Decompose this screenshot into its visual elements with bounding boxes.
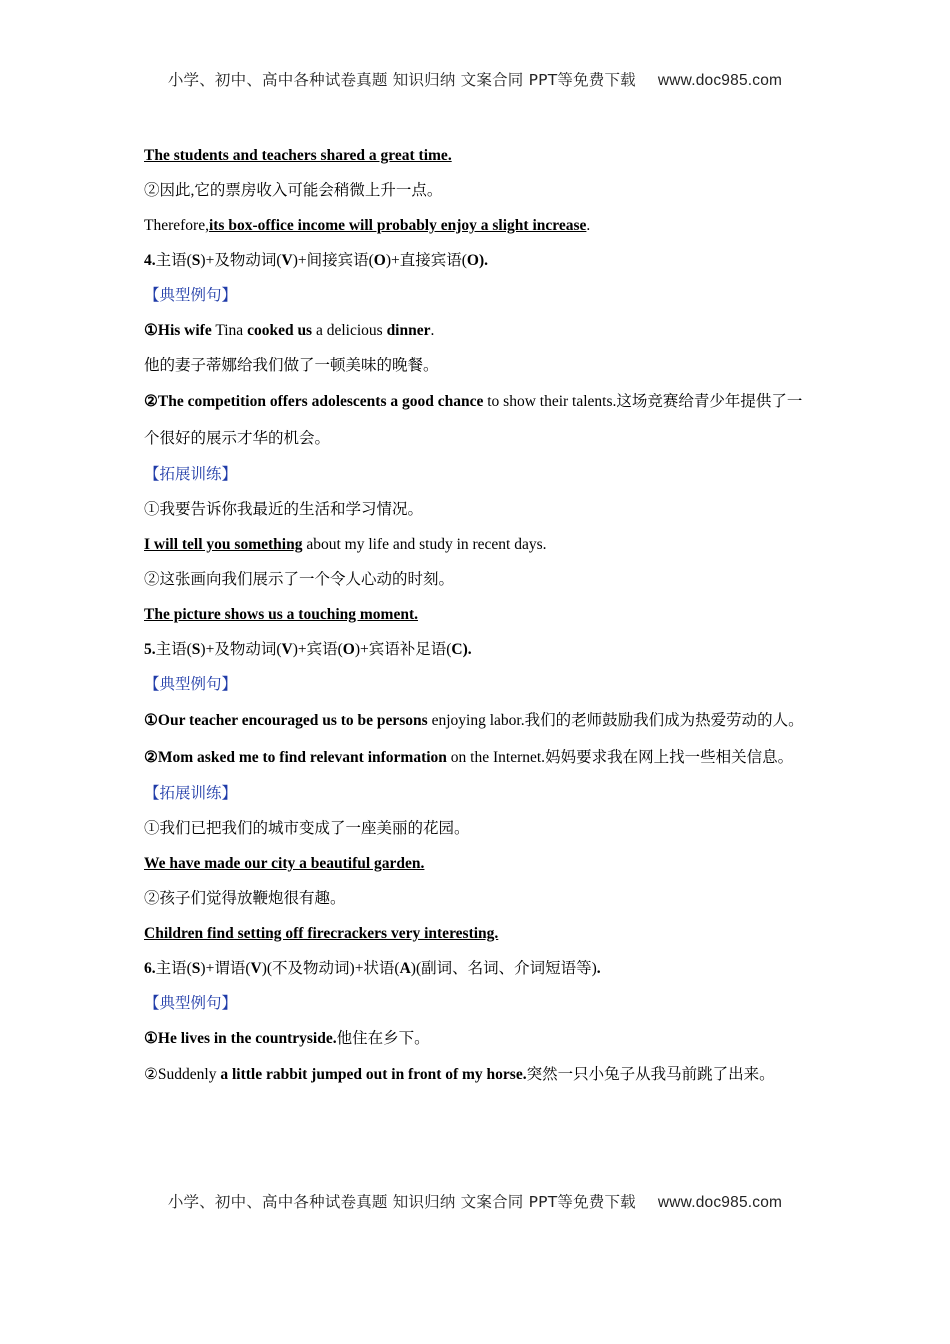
text: V bbox=[281, 252, 293, 269]
text: a little rabbit jumped out in front of my horse. bbox=[220, 1066, 527, 1083]
question-text: ②因此,它的票房收入可能会稍微上升一点。 bbox=[144, 182, 443, 199]
text: 主语( bbox=[155, 252, 192, 269]
answer-text: Children find setting off firecrackers very interesting. bbox=[144, 925, 499, 942]
text: ①Our teacher encouraged us to be persons bbox=[144, 712, 428, 729]
text: 妈妈要求我在网上找一些相关信息。 bbox=[545, 749, 794, 766]
question-line: ①我们已把我们的城市变成了一座美丽的花园。 bbox=[144, 820, 470, 837]
text: about my life and study in recent days. bbox=[302, 536, 547, 553]
answer-line bbox=[144, 916, 810, 951]
text: 突然一只小兔子从我马前跳了出来。 bbox=[526, 1066, 775, 1083]
text: O bbox=[342, 641, 355, 658]
section-number: 6. bbox=[144, 960, 156, 977]
question-line bbox=[144, 173, 810, 208]
footer-url[interactable]: www.doc985.com bbox=[657, 1194, 783, 1211]
question-line: ①我要告诉你我最近的生活和学习情况。 bbox=[144, 501, 424, 518]
text: to show their talents. bbox=[483, 393, 617, 410]
tag-extended-practice: 【拓展训练】 bbox=[144, 466, 238, 483]
text: Tina bbox=[211, 322, 248, 339]
header-url[interactable]: www.doc985.com bbox=[657, 72, 783, 89]
page-header bbox=[0, 68, 950, 90]
text: A bbox=[399, 960, 411, 977]
text: O bbox=[466, 252, 479, 269]
text: 他住在乡下。 bbox=[336, 1030, 430, 1047]
section-heading-6 bbox=[144, 951, 810, 986]
text: V bbox=[250, 960, 262, 977]
text: C bbox=[451, 641, 463, 658]
text: ②The competition offers adolescents a good chance bbox=[144, 393, 484, 410]
text: )+间接宾语( bbox=[292, 252, 374, 269]
document-body bbox=[144, 138, 810, 1093]
answer-line bbox=[144, 846, 810, 881]
text: )+及物动词( bbox=[200, 252, 282, 269]
page-footer bbox=[0, 1190, 950, 1212]
text: 这场竞赛给青少年提供了一个很好的展示才华的机会。 bbox=[144, 393, 803, 447]
answer-text: We have made our city a beautiful garden. bbox=[144, 855, 425, 872]
answer-text: its box-office income will probably enjoy a slight increase bbox=[208, 217, 587, 234]
question-line: ②孩子们觉得放鞭炮很有趣。 bbox=[144, 890, 346, 907]
example-line bbox=[144, 1021, 810, 1056]
text: a delicious bbox=[312, 322, 387, 339]
header-text: 小学、初中、高中各种试卷真题 知识归纳 文案合同 PPT等免费下载 bbox=[167, 71, 636, 89]
answer-line bbox=[144, 208, 810, 243]
example-line bbox=[144, 313, 810, 348]
example-translation: 他的妻子蒂娜给我们做了一顿美味的晚餐。 bbox=[144, 357, 439, 374]
text: O bbox=[373, 252, 386, 269]
section-heading-4 bbox=[144, 243, 810, 278]
tag-typical-examples: 【典型例句】 bbox=[144, 287, 238, 304]
footer-text: 小学、初中、高中各种试卷真题 知识归纳 文案合同 PPT等免费下载 bbox=[167, 1193, 636, 1211]
text: . bbox=[596, 960, 601, 977]
text: S bbox=[191, 960, 201, 977]
text: Therefore, bbox=[144, 217, 209, 234]
text: ①He lives in the countryside. bbox=[144, 1030, 337, 1047]
answer-text: The students and teachers shared a great time. bbox=[144, 147, 452, 164]
answer-line bbox=[144, 138, 810, 173]
example-line bbox=[144, 739, 810, 776]
section-number: 5. bbox=[144, 641, 156, 658]
tag-extended-practice: 【拓展训练】 bbox=[144, 785, 238, 802]
text: ②Suddenly bbox=[144, 1066, 221, 1083]
text: . bbox=[586, 217, 591, 234]
answer-line bbox=[144, 597, 810, 632]
text: ). bbox=[462, 641, 472, 658]
example-line bbox=[144, 383, 810, 457]
answer-line bbox=[144, 527, 810, 562]
text: ①His wife bbox=[144, 322, 212, 339]
text: enjoying labor. bbox=[427, 712, 525, 729]
text: 主语( bbox=[155, 960, 192, 977]
text: V bbox=[281, 641, 293, 658]
example-line bbox=[144, 702, 810, 739]
text: )+谓语( bbox=[200, 960, 251, 977]
text: S bbox=[191, 641, 201, 658]
tag-typical-examples: 【典型例句】 bbox=[144, 676, 238, 693]
answer-text: I will tell you something bbox=[144, 536, 303, 553]
text: 主语( bbox=[155, 641, 192, 658]
text: )+及物动词( bbox=[200, 641, 282, 658]
text: ②Mom asked me to find relevant information bbox=[144, 749, 447, 766]
text: )+宾语( bbox=[292, 641, 343, 658]
text: . bbox=[430, 322, 435, 339]
text: 我们的老师鼓励我们成为热爱劳动的人。 bbox=[524, 712, 804, 729]
text: )+直接宾语( bbox=[385, 252, 467, 269]
text: )(副词、名词、介词短语等) bbox=[410, 960, 597, 977]
tag-typical-examples: 【典型例句】 bbox=[144, 995, 238, 1012]
text: S bbox=[191, 252, 201, 269]
text: )(不及物动词)+状语( bbox=[261, 960, 400, 977]
example-line bbox=[144, 1056, 810, 1093]
text: on the Internet. bbox=[446, 749, 546, 766]
text: ). bbox=[478, 252, 489, 269]
section-heading-5 bbox=[144, 632, 810, 667]
text: cooked us bbox=[247, 322, 313, 339]
text: )+宾语补足语( bbox=[354, 641, 452, 658]
text: dinner bbox=[386, 322, 431, 339]
section-number: 4. bbox=[144, 252, 156, 269]
question-line: ②这张画向我们展示了一个令人心动的时刻。 bbox=[144, 571, 455, 588]
answer-text: The picture shows us a touching moment. bbox=[144, 606, 419, 623]
